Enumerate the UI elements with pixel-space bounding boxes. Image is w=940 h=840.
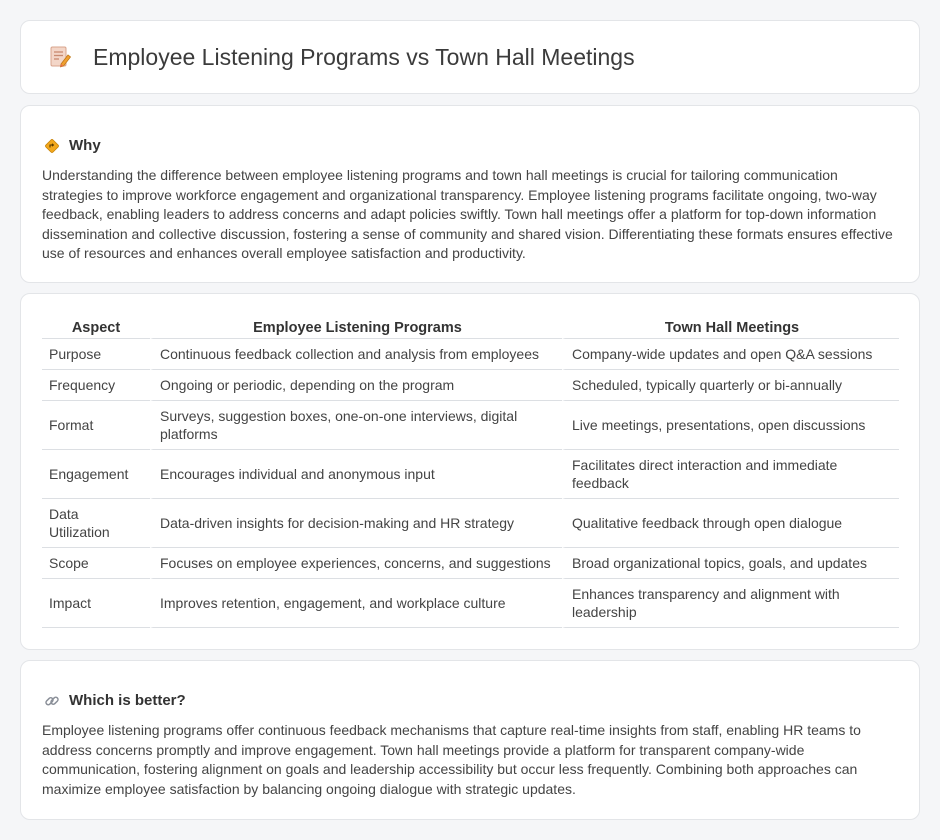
page-title: Employee Listening Programs vs Town Hall Meetings <box>93 43 635 70</box>
title-card <box>20 20 920 94</box>
why-title: Why <box>69 137 101 154</box>
aspect-cell: Engagement <box>42 450 150 499</box>
table-row <box>42 401 899 450</box>
listening-cell: Surveys, suggestion boxes, one-on-one interviews, digital platforms <box>150 401 562 450</box>
table-row <box>42 579 899 628</box>
which-is-better-title: Which is better? <box>69 692 186 709</box>
townhall-cell: Company-wide updates and open Q&A sessions <box>562 339 899 370</box>
townhall-cell: Qualitative feedback through open dialogue <box>562 499 899 548</box>
townhall-cell: Broad organizational topics, goals, and updates <box>562 548 899 579</box>
link-icon <box>43 692 61 710</box>
aspect-cell: Data Utilization <box>42 499 150 548</box>
header-town-hall: Town Hall Meetings <box>562 317 899 339</box>
townhall-cell: Live meetings, presentations, open discussions <box>562 401 899 450</box>
header-aspect: Aspect <box>42 317 150 339</box>
table-header-row <box>42 317 899 339</box>
townhall-cell: Enhances transparency and alignment with leadership <box>562 579 899 628</box>
table-row <box>42 450 899 499</box>
which-is-better-text: Employee listening programs offer continuous feedback mechanisms that capture real-time insights from staff, enabling HR teams to address concerns promptly and improve engagement. Town hall meetings provide a platform for transparent company-wide communication, fostering alignment on goals and leadership accessibility but occur less frequently. Combining both approaches can maximize employee satisfaction by balancing ongoing dialogue with strategic updates. <box>42 722 861 797</box>
document-edit-icon <box>47 44 73 70</box>
why-section <box>20 105 920 283</box>
comparison-table <box>42 317 899 628</box>
listening-cell: Data-driven insights for decision-making and HR strategy <box>150 499 562 548</box>
aspect-cell: Impact <box>42 579 150 628</box>
table-row <box>42 499 899 548</box>
why-text: Understanding the difference between employee listening programs and town hall meetings is crucial for tailoring communication strategies to improve workforce engagement and organizational transparency. Employee listening programs facilitate ongoing, two-way feedback, enabling leaders to address concerns and adapt policies swiftly. Town hall meetings offer a platform for top-down information dissemination and collective discussion, fostering a sense of community and shared vision. Differentiating these formats ensures effective use of resources and enhances overall employee satisfaction and productivity. <box>42 167 893 262</box>
diamond-signal-icon <box>43 137 61 155</box>
listening-cell: Encourages individual and anonymous input <box>150 450 562 499</box>
table-row <box>42 370 899 401</box>
aspect-cell: Purpose <box>42 339 150 370</box>
header-employee-listening: Employee Listening Programs <box>150 317 562 339</box>
townhall-cell: Facilitates direct interaction and immediate feedback <box>562 450 899 499</box>
aspect-cell: Scope <box>42 548 150 579</box>
table-row <box>42 548 899 579</box>
listening-cell: Continuous feedback collection and analysis from employees <box>150 339 562 370</box>
which-is-better-section <box>20 660 920 820</box>
listening-cell: Improves retention, engagement, and workplace culture <box>150 579 562 628</box>
aspect-cell: Frequency <box>42 370 150 401</box>
comparison-section <box>20 293 920 650</box>
table-row <box>42 339 899 370</box>
aspect-cell: Format <box>42 401 150 450</box>
listening-cell: Ongoing or periodic, depending on the program <box>150 370 562 401</box>
townhall-cell: Scheduled, typically quarterly or bi-annually <box>562 370 899 401</box>
listening-cell: Focuses on employee experiences, concerns, and suggestions <box>150 548 562 579</box>
